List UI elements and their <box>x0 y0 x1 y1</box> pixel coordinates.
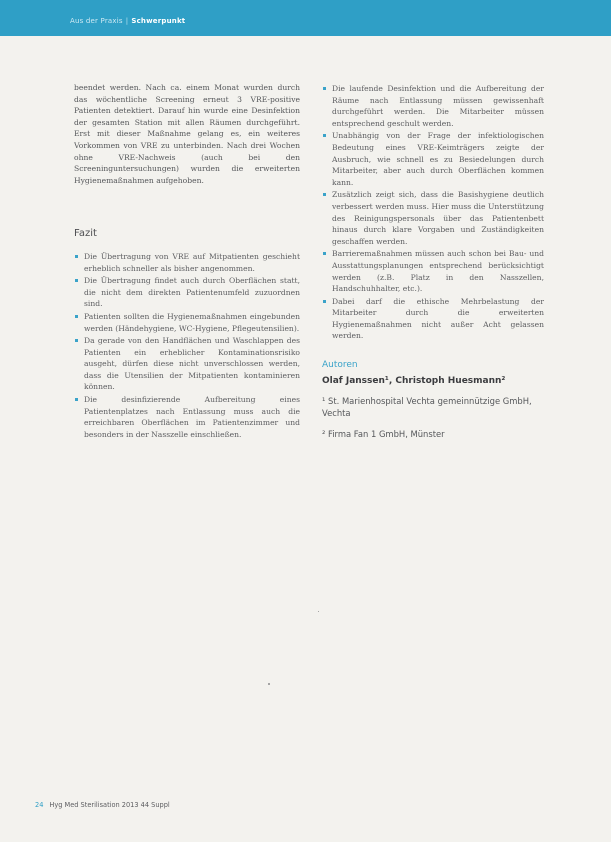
print-speck <box>268 683 270 685</box>
header-separator: | <box>125 17 129 25</box>
header-section-tag <box>70 17 185 25</box>
list-item: Unabhängig von der Frage der infektiologischen Bedeutung eines VRE-Keimträgers zeigte der Ausbruch, wie schnell es zu Besiedelungen durch Mitarbeiter, aber auch durch Oberflächen kommen kann. <box>322 130 544 188</box>
list-item: Die Übertragung von VRE auf Mitpatienten geschieht erheblich schneller als bisher angenommen. <box>74 251 300 274</box>
journal-citation: Hyg Med Sterilisation 2013 44 Suppl <box>49 801 170 809</box>
list-item: Barrieremaßnahmen müssen auch schon bei Bau- und Ausstattungsplanungen entsprechend berücksichtigt werden (z.B. Platz in den Nasszellen, Handschuhhalter, etc.). <box>322 248 544 294</box>
list-item: Die laufende Desinfektion und die Aufbereitung der Räume nach Entlassung müssen gewissenhaft durchgeführt werden. Die Mitarbeiter müssen entsprechend geschult werden. <box>322 83 544 129</box>
list-item: Zusätzlich zeigt sich, dass die Basishygiene deutlich verbessert werden muss. Hier muss die Unterstützung des Reinigungspersonals über das Patientenbett hinaus durch klare Vorgaben und Zuständigkeiten geschaffen werden. <box>322 189 544 247</box>
header-bar <box>0 0 611 36</box>
conclusion-list <box>322 83 544 342</box>
fazit-heading: Fazit <box>74 228 97 240</box>
list-item: Dabei darf die ethische Mehrbelastung der Mitarbeiter durch die erweiterten Hygienemaßnahmen nicht außer Acht gelassen werden. <box>322 296 544 342</box>
page-number: 24 <box>35 801 44 809</box>
intro-paragraph: beendet werden. Nach ca. einem Monat wurden durch das wöchentliche Screening erneut 3 VRE-positive Patienten detektiert. Darauf hin wurde eine Desinfektion der gesamten Station mit allen Räumen durchgeführt. Erst mit dieser Maßnahme gelang es, ein weiteres Vorkommen von VRE zu unterbinden. Nach drei Wochen ohne VRE-Nachweis (auch bei den Screeninguntersuchungen) wurden die erweiterten Hygienemaßnahmen aufgehoben. <box>74 83 300 185</box>
list-item: Patienten sollten die Hygienemaßnahmen eingebunden werden (Händehygiene, WC-Hygiene, Pflegeutensilien). <box>74 311 300 334</box>
affiliation-1: ¹ St. Marienhospital Vechta gemeinnützige GmbH, Vechta <box>322 396 532 419</box>
header-topic: Schwerpunkt <box>131 17 186 25</box>
right-column <box>322 83 544 449</box>
header-section: Aus der Praxis <box>70 17 123 25</box>
author-names: Olaf Janssen¹, Christoph Huesmann² <box>322 375 506 386</box>
list-item: Die Übertragung findet auch durch Oberflächen statt, die nicht dem direkten Patientenumfeld zuzuordnen sind. <box>74 275 300 310</box>
affiliation-2: ² Firma Fan 1 GmbH, Münster <box>322 429 445 440</box>
authors-heading: Autoren <box>322 360 358 371</box>
list-item: Da gerade von den Handflächen und Waschlappen des Patienten ein erheblicher Kontaminationsrisiko ausgeht, dürfen diese nicht unverschlossen werden, dass die Utensilien der Mitpatienten kontaminieren können. <box>74 335 300 393</box>
page-footer <box>35 801 170 809</box>
print-speck <box>318 611 319 612</box>
left-column <box>74 82 300 441</box>
list-item: Die desinfizierende Aufbereitung eines Patientenplatzes nach Entlassung muss auch die erreichbaren Oberflächen im Patientenzimmer und besonders in der Nasszelle einschließen. <box>74 394 300 440</box>
fazit-list <box>74 251 300 441</box>
